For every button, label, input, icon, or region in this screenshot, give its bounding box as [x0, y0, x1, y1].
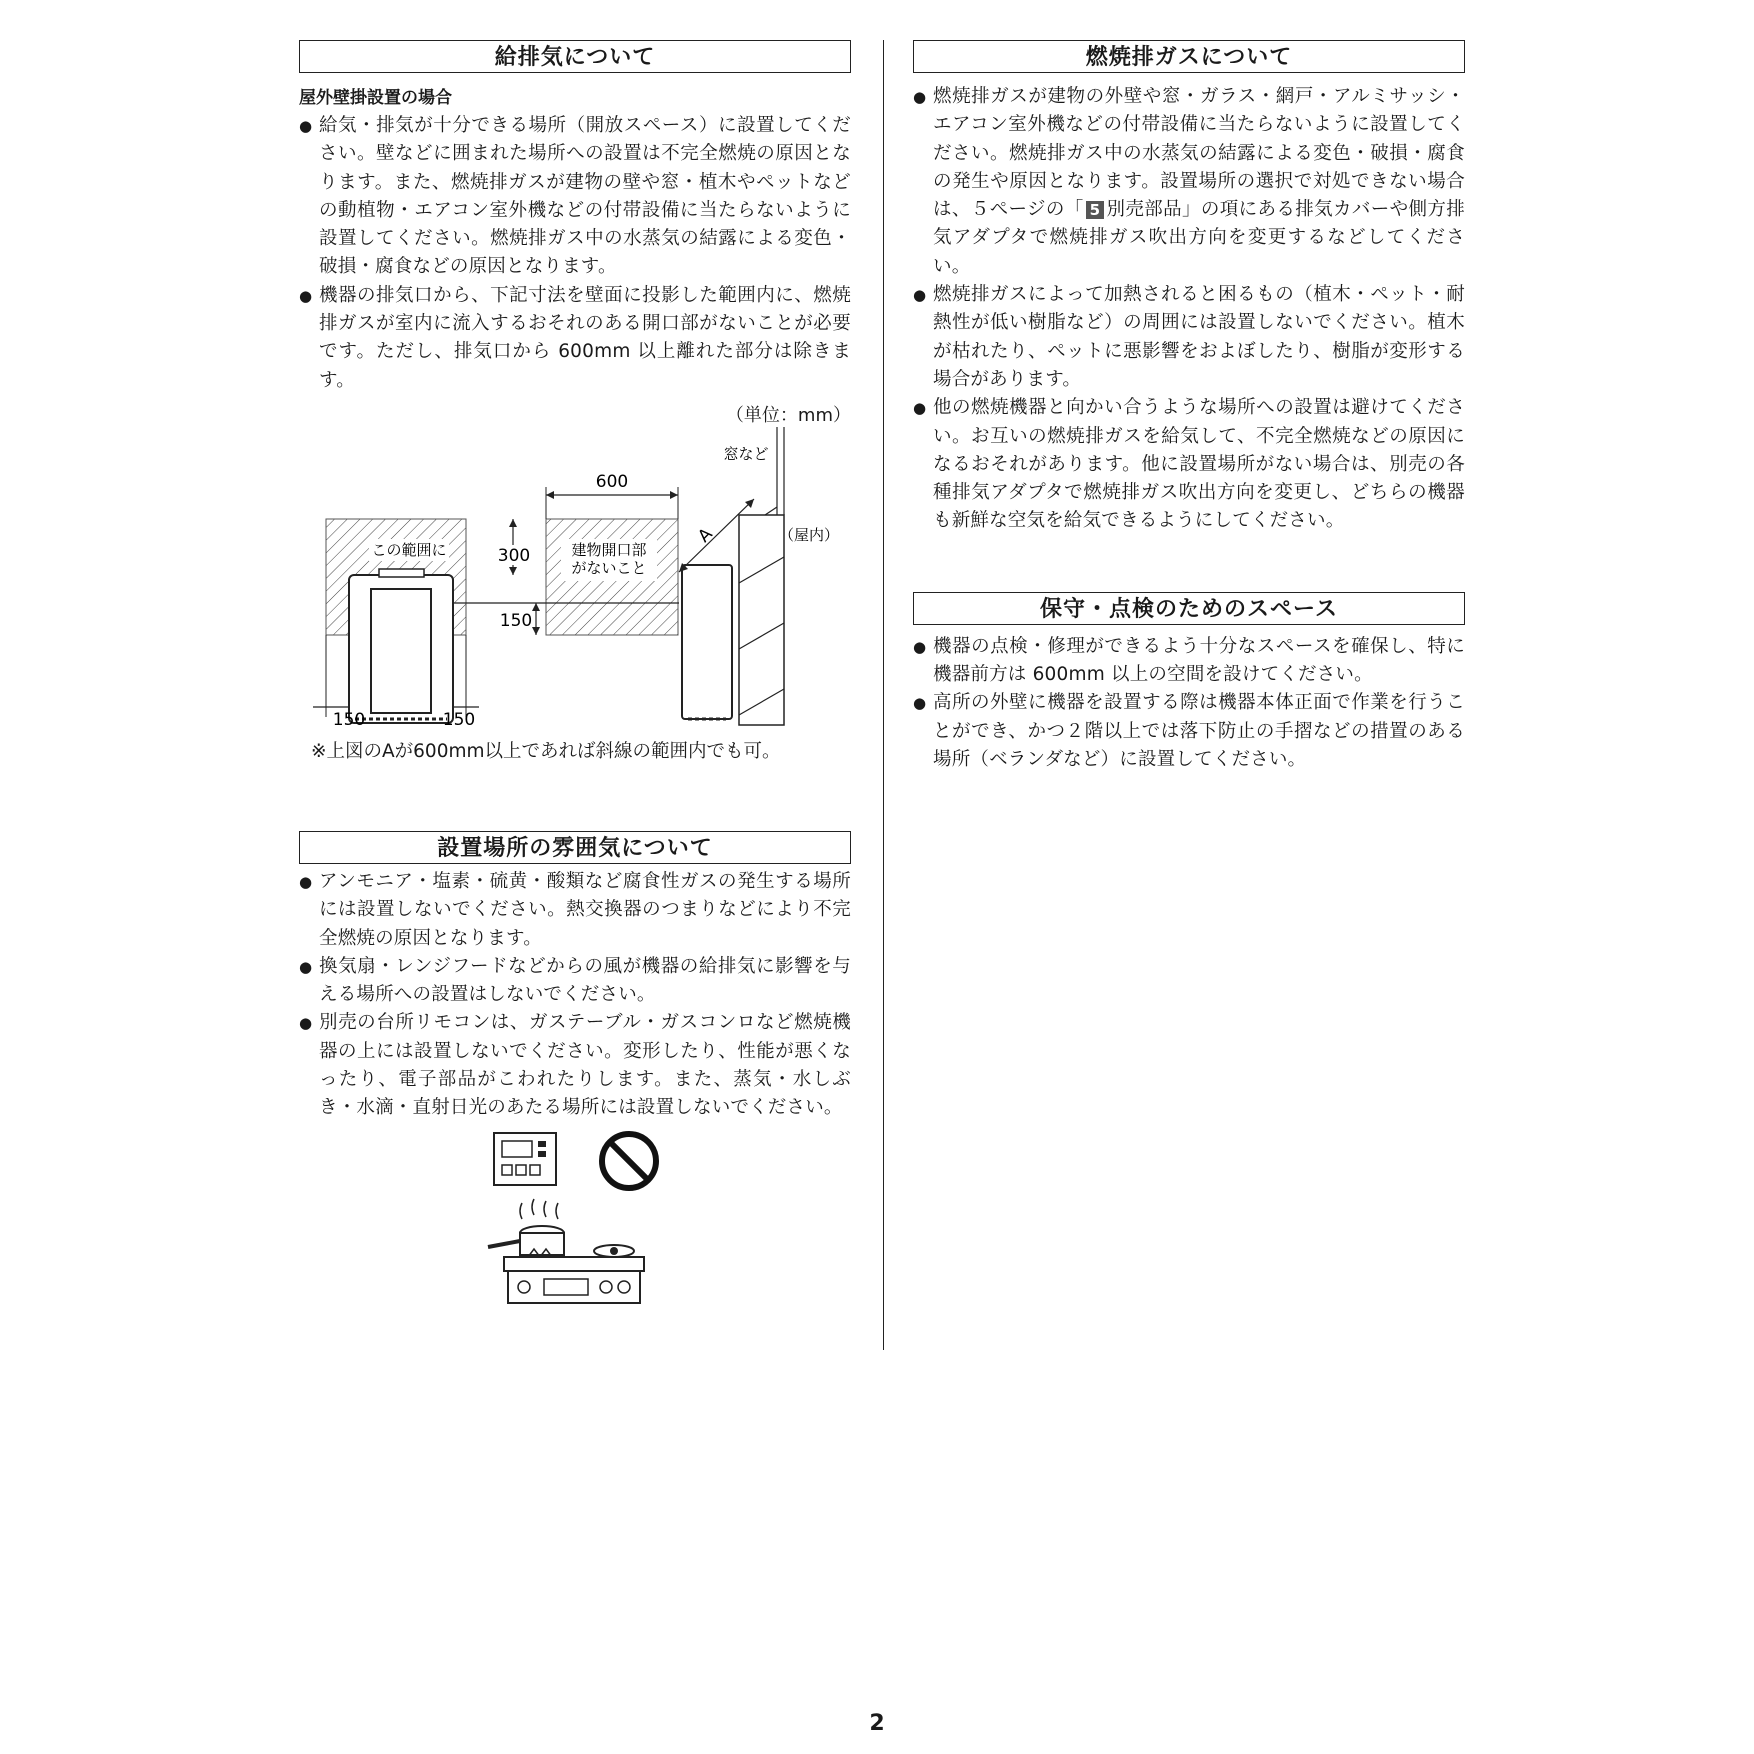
list-item: ● 別売の台所リモコンは、ガステーブル・ガスコンロなど燃焼機器の上には設置しないでください。変形したり、性能が悪くなったり、電子部品がこわれたりします。また、蒸気・水しぶき・水滴・直射日光のあたる場所には設置しないでください。: [299, 1009, 851, 1122]
opening-label-2: がないこと: [571, 558, 647, 577]
knob-icon: [518, 1281, 530, 1293]
clearance-diagram: [299, 427, 851, 731]
dim-300-label: 300: [497, 545, 531, 566]
burner-center: [610, 1247, 618, 1255]
window-label: 窓など: [723, 444, 769, 463]
remote-button: [530, 1165, 540, 1175]
section-heading-atmosphere: 設置場所の雰囲気について: [299, 831, 851, 864]
dim-150-right-label: 150: [442, 709, 476, 727]
bullet-icon: ●: [299, 286, 313, 305]
remote-stove-illustration: [299, 1129, 851, 1311]
section-heading-maintenance: 保守・点検のためのスペース: [913, 592, 1465, 625]
bullet-icon: ●: [299, 117, 313, 135]
section-heading-ventilation: 給排気について: [299, 40, 851, 73]
bullet-icon: ●: [299, 872, 313, 891]
remote-button: [516, 1165, 526, 1175]
maintenance-bullets: [913, 633, 1465, 774]
arrow-icon: [509, 567, 517, 575]
list-item: ● 高所の外壁に機器を設置する際は機器本体正面で作業を行うことができ、かつ２階以上では落下防止の手摺などの措置のある場所（ベランダなど）に設置してください。: [913, 689, 1465, 774]
bullet-icon: ●: [913, 399, 927, 418]
page-number: 2: [869, 1711, 885, 1736]
water-heater-panel: [371, 589, 431, 713]
arrow-icon: [532, 603, 540, 611]
dim-600-label: 600: [595, 471, 629, 492]
subheading-outdoor-wall: 屋外壁掛設置の場合: [299, 88, 452, 108]
list-item: ● 燃焼排ガスが建物の外壁や窓・ガラス・網戸・アルミサッシ・エアコン室外機などの付帯設備に当たらないように設置してください。燃焼排ガス中の水蒸気の結露による変色・破損・腐食の発生や原因となります。設置場所の選択で対処できない場合は、５ページの「 5 別売部品」の項にある排気カバーや側方排気アダプタで燃焼排ガス吹出方向を変更するなどしてください。: [913, 83, 1465, 281]
dim-150-left-label: 150: [332, 709, 366, 727]
list-item: ● 機器の排気口から、下記寸法を壁面に投影した範囲内に、燃焼排ガスが室内に流入するおそれのある開口部がないことが必要です。ただし、排気口から 600mm 以上離れた部分は除きます。: [299, 282, 851, 395]
list-item: ● 機器の点検・修理ができるよう十分なスペースを確保し、特に機器前方は 600mm 以上の空間を設けてください。: [913, 633, 1465, 690]
arrow-icon: [532, 627, 540, 635]
dim-150-vertical-label: 150: [499, 610, 533, 631]
list-item: ● 燃焼排ガスによって加熱されると困るもの（植木・ペット・耐熱性が低い樹脂など）の周囲には設置しないでください。植木が枯れたり、ペットに悪影響をおよぼしたり、樹脂が変形する場合があります。: [913, 281, 1465, 394]
arrow-icon: [670, 491, 678, 499]
ventilation-bullets: [299, 112, 851, 395]
bullet-icon: ●: [913, 88, 927, 106]
diagram-note: ※上図のAが600mm以上であれば斜線の範囲内でも可。: [311, 740, 781, 762]
exhaust-vent: [379, 569, 424, 577]
remote-display: [502, 1141, 532, 1157]
water-heater-side: [682, 565, 732, 719]
list-item: ● 換気扇・レンジフードなどからの風が機器の給排気に影響を与える場所への設置はしないでください。: [299, 953, 851, 1010]
bullet-icon: ●: [299, 1014, 313, 1033]
left-column: [299, 40, 851, 1311]
list-item: ● 給気・排気が十分できる場所（開放スペース）に設置してください。壁などに囲まれた場所への設置は不完全燃焼の原因となります。また、燃焼排ガスが建物の壁や窓・植木やペットなどの動植物・エアコン室外機などの付帯設備に当たらないように設置してください。燃焼排ガス中の水蒸気の結露による変色・破損・腐食などの原因となります。: [299, 112, 851, 282]
list-item: ● 他の燃焼機器と向かい合うような場所への設置は避けてください。お互いの燃焼排ガスを給気して、不完全燃焼などの原因になるおそれがあります。他に設置場所がない場合は、別売の各種排気アダプタで燃焼排ガス吹出方向を変更し、どちらの機器も新鮮な空気を給気できるようにしてください。: [913, 394, 1465, 535]
bullet-icon: ●: [913, 637, 927, 656]
remote-button: [502, 1165, 512, 1175]
opening-label-1: 建物開口部: [571, 540, 647, 559]
bullet-icon: ●: [299, 957, 313, 976]
page-ref-badge: 5: [1086, 201, 1105, 219]
knob-icon: [600, 1281, 612, 1293]
list-item: ● アンモニア・塩素・硫黄・酸類など腐食性ガスの発生する場所には設置しないでください。熱交換器のつまりなどにより不完全燃焼の原因となります。: [299, 868, 851, 953]
atmosphere-bullets: [299, 868, 851, 1123]
pot-body: [520, 1233, 564, 1255]
bullet-icon: ●: [913, 694, 927, 713]
a-label: A: [694, 524, 717, 547]
remote-stove-svg: [484, 1129, 674, 1307]
column-divider: [883, 40, 884, 1350]
arrow-icon: [509, 519, 517, 527]
section-heading-exhaust-gas: 燃焼排ガスについて: [913, 40, 1465, 73]
pot-handle: [488, 1241, 520, 1247]
range-label: この範囲に: [371, 540, 447, 559]
exhaust-gas-bullets: [913, 83, 1465, 536]
clearance-diagram-svg: [299, 427, 851, 727]
right-column: [913, 40, 1465, 774]
grill-door: [544, 1279, 588, 1295]
remote-button: [538, 1141, 546, 1147]
unit-label: （単位：mm）: [725, 404, 851, 426]
steam-icon: [520, 1199, 558, 1219]
stove-top: [504, 1257, 644, 1271]
bullet-icon: ●: [913, 286, 927, 305]
knob-icon: [618, 1281, 630, 1293]
arrow-icon: [546, 491, 554, 499]
indoor-label: （屋内）: [778, 525, 840, 544]
remote-button: [538, 1151, 546, 1157]
window-sill: [765, 507, 777, 515]
